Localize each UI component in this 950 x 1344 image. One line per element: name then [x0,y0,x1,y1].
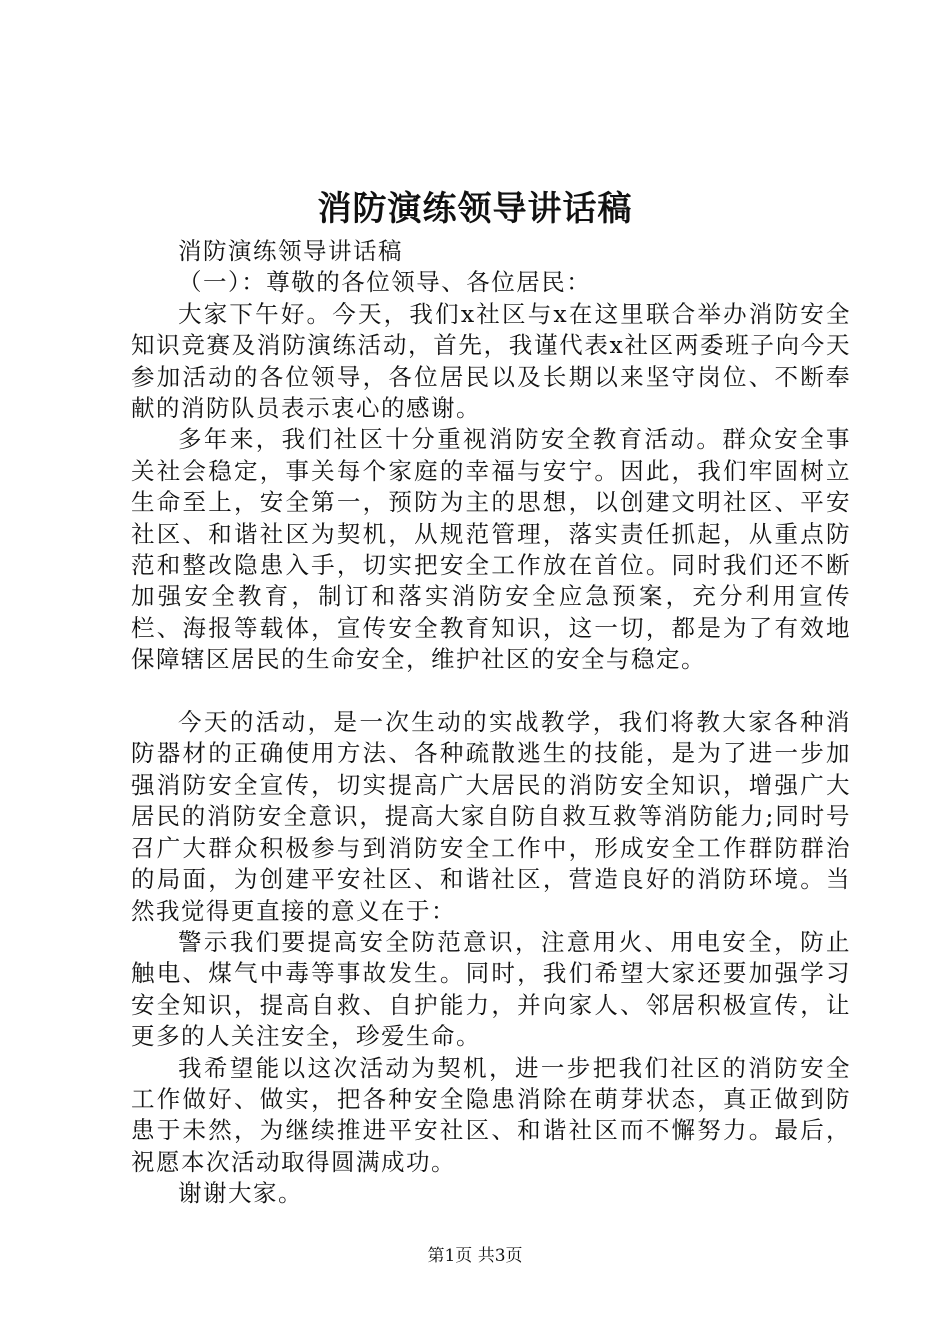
document-title: 消防演练领导讲话稿 [317,189,633,229]
blank-line [131,676,851,707]
paragraph: 今天的活动，是一次生动的实战教学，我们将教大家各种消防器材的正确使用方法、各种疏散逃生的技能，是为了进一步加强消防安全宣传，切实提高广大居民的消防安全知识，增强广大居民的消防安全意识，提高大家自防自救互救等消防能力;同时号召广大群众积极参与到消防安全工作中，形成安全工作群防群治的局面，为创建平安社区、和谐社区，营造良好的消防环境。当然我觉得更直接的意义在于： [131,708,851,925]
paragraph-closing: 谢谢大家。 [178,1179,303,1208]
document-body [131,236,851,1210]
paragraph-subtitle: 消防演练领导讲话稿 [178,237,403,265]
paragraph-salutation: （一）：尊敬的各位领导、各位居民： [178,268,592,297]
paragraph: 大家下午好。今天，我们x社区与x在这里联合举办消防安全知识竞赛及消防演练活动，首先，我谨代表x社区两委班子向今天参加活动的各位领导，各位居民以及长期以来坚守岗位、不断奉献的消防队员表示衷心的感谢。 [131,299,851,423]
paragraph: 多年来，我们社区十分重视消防安全教育活动。群众安全事关社会稳定，事关每个家庭的幸福与安宁。因此，我们牢固树立生命至上，安全第一，预防为主的思想，以创建文明社区、平安社区、和谐社区为契机，从规范管理，落实责任抓起，从重点防范和整改隐患入手，切实把安全工作放在首位。同时我们还不断加强安全教育，制订和落实消防安全应急预案，充分利用宣传栏、海报等载体，宣传安全教育知识，这一切，都是为了有效地保障辖区居民的生命安全，维护社区的安全与稳定。 [131,425,851,674]
paragraph: 我希望能以这次活动为契机，进一步把我们社区的消防安全工作做好、做实，把各种安全隐患消除在萌芽状态，真正做到防患于未然，为继续推进平安社区、和谐社区而不懈努力。最后，祝愿本次活动取得圆满成功。 [131,1053,851,1176]
paragraph: 警示我们要提高安全防范意识，注意用火、用电安全，防止触电、煤气中毒等事故发生。同时，我们希望大家还要加强学习安全知识，提高自救、自护能力，并向家人、邻居积极宣传，让更多的人关注安全，珍爱生命。 [131,927,851,1051]
page-number: 第1页 共3页 [427,1246,523,1266]
